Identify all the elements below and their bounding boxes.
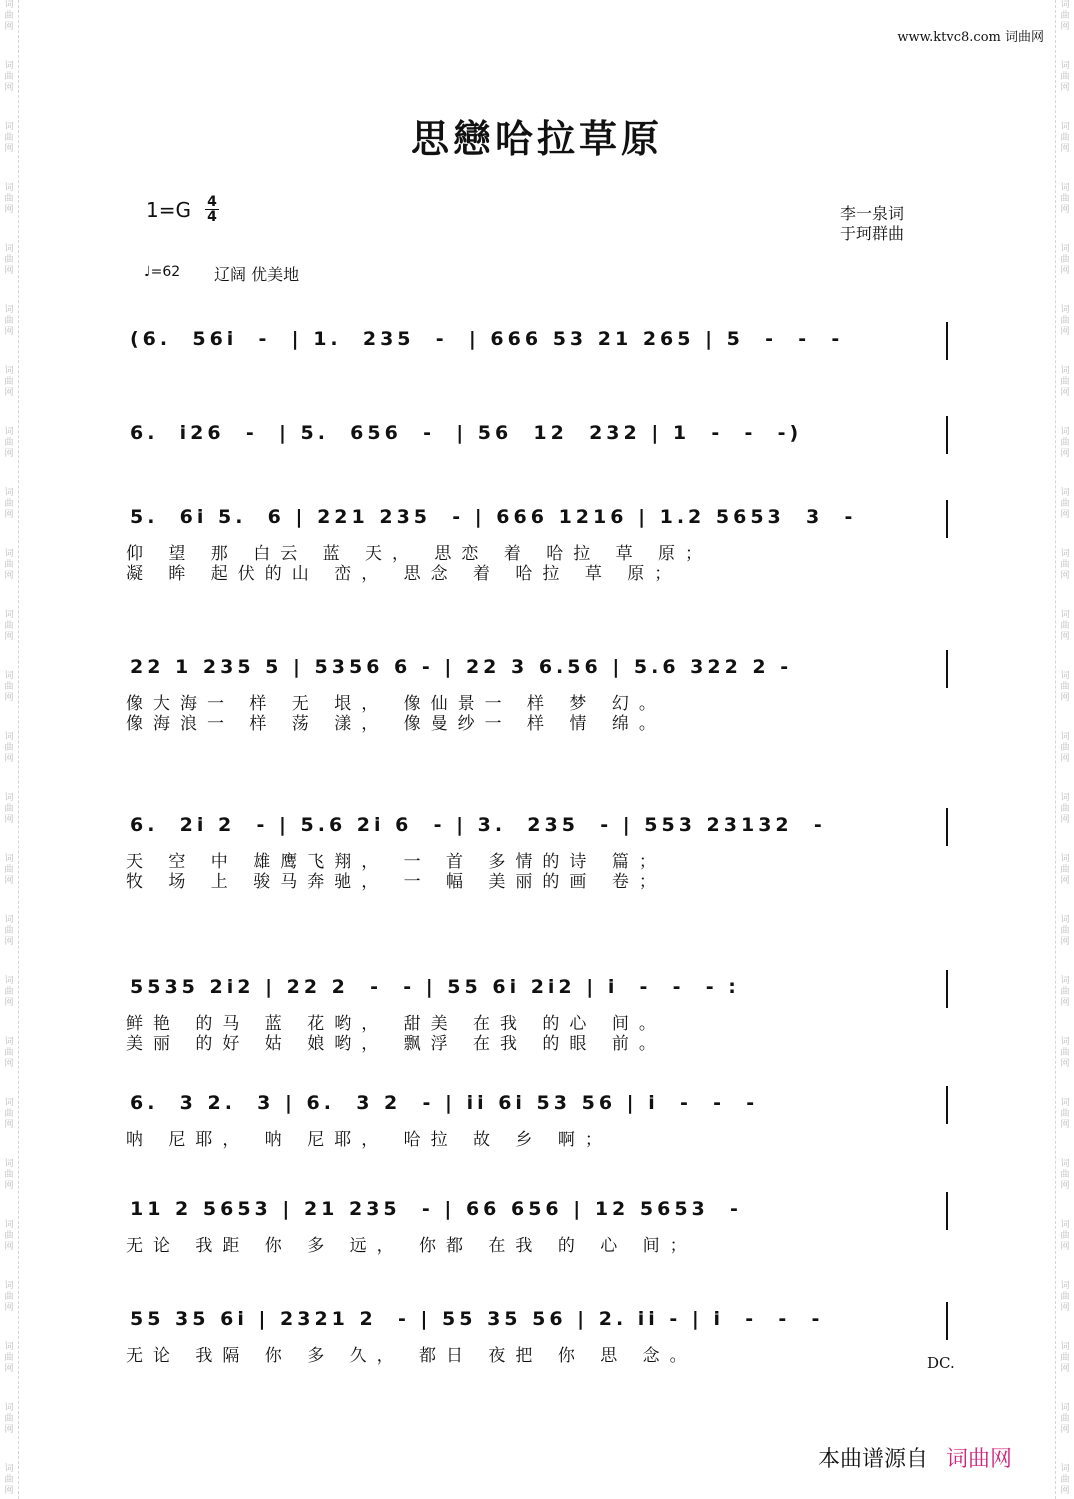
- barline: [946, 1192, 948, 1230]
- watermark-text: 词曲网: [1060, 427, 1070, 459]
- lyric-line: 像海浪一 样 荡 漾， 像曼纱一 样 情 绵。: [126, 714, 666, 734]
- lyric-line: 天 空 中 雄鹰飞翔， 一 首 多情的诗 篇；: [126, 852, 666, 872]
- notation-text: 6. i26 - | 5. 656 - | 56 12 232 | 1 - - -): [130, 422, 803, 444]
- watermark-text: 词曲网: [4, 1403, 14, 1435]
- barline: [946, 1086, 948, 1124]
- lyric-line: 美丽 的好 姑 娘哟， 飘浮 在我 的眼 前。: [126, 1034, 666, 1054]
- notation-line: [124, 1302, 948, 1346]
- score-system: [124, 650, 948, 734]
- notation-text: 6. 3 2. 3 | 6. 3 2 - | ii 6i 53 56 | i - - -: [130, 1092, 759, 1114]
- notation-text: 6. 2i 2 - | 5.6 2i 6 - | 3. 235 - | 553 23132 -: [130, 814, 826, 836]
- source-credit: [818, 1442, 1012, 1473]
- notation-line: [124, 808, 948, 852]
- barline: [946, 650, 948, 688]
- watermark-text: 词曲网: [1060, 1159, 1070, 1191]
- notation-text: (6. 56i - | 1. 235 - | 666 53 21 265 | 5 - - -: [130, 328, 844, 350]
- watermark-text: 词曲网: [4, 1037, 14, 1069]
- credits: [840, 204, 904, 244]
- watermark-text: 词曲网: [1060, 610, 1070, 642]
- watermark-text: 词曲网: [1060, 671, 1070, 703]
- source-label: 本曲谱源自: [818, 1447, 929, 1472]
- notation-line: [124, 1086, 948, 1130]
- key-signature: 1=G: [146, 198, 191, 222]
- lyric-line: 凝 眸 起伏的山 峦， 思念 着 哈拉 草 原；: [126, 564, 682, 584]
- watermark-text: 词曲网: [1060, 1098, 1070, 1130]
- source-brand: 词曲网: [946, 1447, 1013, 1472]
- time-signature: [205, 195, 219, 224]
- watermark-text: 词曲网: [4, 1098, 14, 1130]
- notation-line: [124, 650, 948, 694]
- song-title: 思戀哈拉草原: [410, 116, 663, 161]
- watermark-text: 词曲网: [4, 427, 14, 459]
- watermark-text: 词曲网: [4, 122, 14, 154]
- watermark-text: 词曲网: [4, 610, 14, 642]
- watermark-text: 词曲网: [1060, 488, 1070, 520]
- site-url: www.ktvc8.com 词曲网: [897, 30, 1044, 45]
- watermark-text: 词曲网: [4, 976, 14, 1008]
- lyric-line: 鲜艳 的马 蓝 花哟， 甜美 在我 的心 间。: [126, 1014, 666, 1034]
- lyric-line: 像大海一 样 无 垠， 像仙景一 样 梦 幻。: [126, 694, 666, 714]
- watermark-text: 词曲网: [1060, 244, 1070, 276]
- notation-text: 5535 2i2 | 22 2 - - | 55 6i 2i2 | i - - - :: [130, 976, 740, 998]
- barline: [946, 808, 948, 846]
- barline: [946, 500, 948, 538]
- lyric-line: 无论 我隔 你 多 久， 都日 夜把 你 思 念。: [126, 1346, 697, 1366]
- composer: 于珂群曲: [840, 224, 905, 243]
- lyric-line: 仰 望 那 白云 蓝 天， 思恋 着 哈拉 草 原；: [126, 544, 713, 564]
- lyric-line: 无论 我距 你 多 远， 你都 在我 的 心 间；: [126, 1236, 697, 1256]
- lyricist: 李一泉词: [840, 204, 905, 223]
- lyric-line: 牧 场 上 骏马奔驰， 一 幅 美丽的画 卷；: [126, 872, 666, 892]
- notation-line: [124, 322, 948, 366]
- watermark-text: 词曲网: [1060, 1342, 1070, 1374]
- watermark-text: 词曲网: [4, 61, 14, 93]
- lyric-line: 呐 尼耶， 呐 尼耶， 哈拉 故 乡 啊；: [126, 1130, 612, 1150]
- watermark-text: 词曲网: [1060, 1281, 1070, 1313]
- watermark-text: 词曲网: [1060, 915, 1070, 947]
- watermark-text: 词曲网: [4, 305, 14, 337]
- watermark-text: 词曲网: [1060, 732, 1070, 764]
- watermark-text: 词曲网: [1060, 1220, 1070, 1252]
- watermark-text: 词曲网: [1060, 61, 1070, 93]
- score-system: [124, 500, 948, 584]
- score-system: [124, 970, 948, 1054]
- watermark-text: 词曲网: [1060, 854, 1070, 886]
- expression-mark: 辽阔 优美地: [214, 265, 300, 284]
- watermark-text: 词曲网: [1060, 183, 1070, 215]
- watermark-text: 词曲网: [1060, 549, 1070, 581]
- watermark-text: 词曲网: [4, 1342, 14, 1374]
- notation-line: [124, 416, 948, 460]
- notation-text: 55 35 6i | 2321 2 - | 55 35 56 | 2. ii - | i - - -: [130, 1308, 824, 1330]
- watermark-text: 词曲网: [1060, 122, 1070, 154]
- watermark-text: 词曲网: [4, 793, 14, 825]
- notation-text: 11 2 5653 | 21 235 - | 66 656 | 12 5653 -: [130, 1198, 742, 1220]
- watermark-text: 词曲网: [4, 549, 14, 581]
- watermark-text: 词曲网: [4, 915, 14, 947]
- watermark-text: 词曲网: [4, 1220, 14, 1252]
- notation-line: [124, 500, 948, 544]
- notation-text: 22 1 235 5 | 5356 6 - | 22 3 6.56 | 5.6 322 2 -: [130, 656, 793, 678]
- watermark-text: 词曲网: [4, 244, 14, 276]
- watermark-text: 词曲网: [4, 1281, 14, 1313]
- watermark-text: 词曲网: [4, 366, 14, 398]
- meter-bottom: 4: [207, 209, 217, 225]
- notation-text: 5. 6i 5. 6 | 221 235 - | 666 1216 | 1.2 5653 3 -: [130, 506, 857, 528]
- left-watermark-strip: [0, 0, 19, 1499]
- score-system: [124, 1302, 948, 1366]
- watermark-text: 词曲网: [4, 1464, 14, 1496]
- watermark-text: 词曲网: [1060, 1464, 1070, 1496]
- score-system: [124, 1086, 948, 1150]
- score-system: [124, 808, 948, 892]
- watermark-text: 词曲网: [4, 1159, 14, 1191]
- notation-line: [124, 1192, 948, 1236]
- watermark-text: 词曲网: [1060, 366, 1070, 398]
- barline: [946, 1302, 948, 1340]
- watermark-text: 词曲网: [4, 732, 14, 764]
- watermark-text: 词曲网: [4, 488, 14, 520]
- score-system: [124, 416, 948, 460]
- barline: [946, 416, 948, 454]
- watermark-text: 词曲网: [1060, 0, 1070, 32]
- watermark-text: 词曲网: [1060, 976, 1070, 1008]
- watermark-text: 词曲网: [4, 0, 14, 32]
- meter-top: 4: [205, 195, 219, 210]
- barline: [946, 970, 948, 1008]
- watermark-text: 词曲网: [4, 183, 14, 215]
- barline: [946, 322, 948, 360]
- watermark-text: 词曲网: [4, 671, 14, 703]
- tempo-mark: ♩=62: [144, 264, 181, 280]
- score-system: [124, 322, 948, 366]
- watermark-text: 词曲网: [4, 854, 14, 886]
- notation-line: [124, 970, 948, 1014]
- right-watermark-strip: [1055, 0, 1074, 1499]
- watermark-text: 词曲网: [1060, 1403, 1070, 1435]
- watermark-text: 词曲网: [1060, 793, 1070, 825]
- watermark-text: 词曲网: [1060, 305, 1070, 337]
- score-system: [124, 1192, 948, 1256]
- da-capo-mark: DC.: [927, 1354, 955, 1372]
- watermark-text: 词曲网: [1060, 1037, 1070, 1069]
